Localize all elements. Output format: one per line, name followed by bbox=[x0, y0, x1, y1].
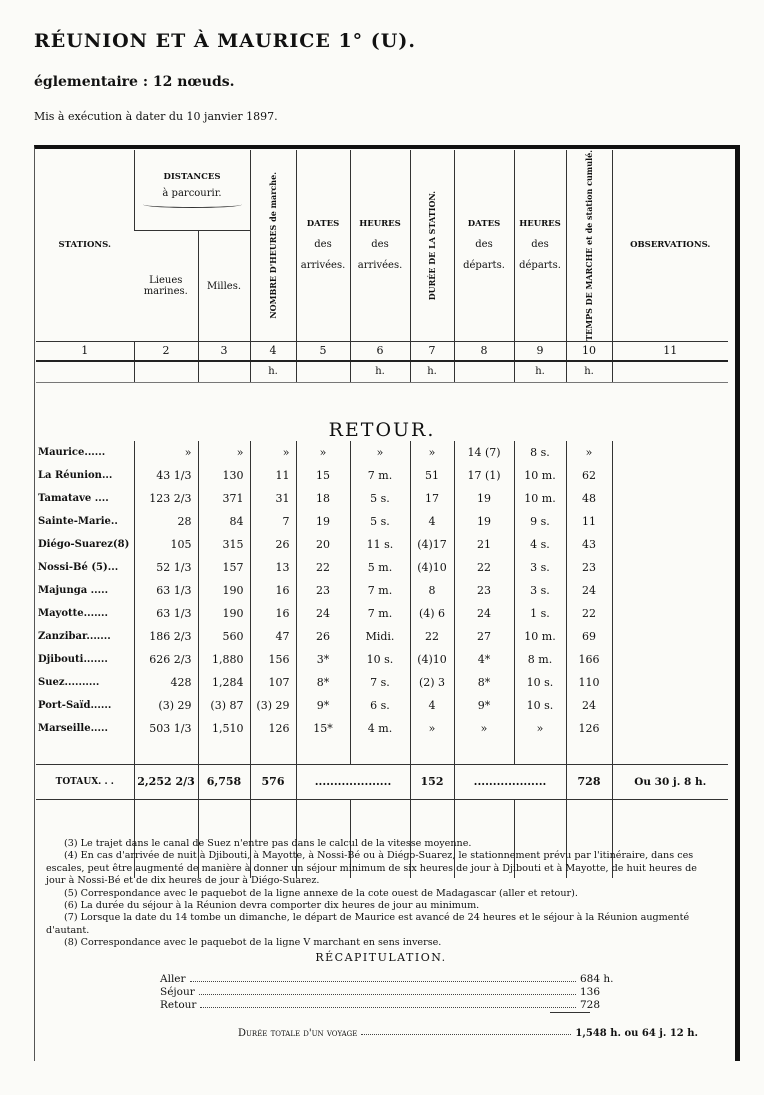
cell-observation bbox=[612, 510, 728, 533]
cell-lieues: 428 bbox=[134, 671, 198, 694]
cell-heure_arr: 10 s. bbox=[350, 648, 410, 671]
header-temps-marche: TEMPS DE MARCHE et de station cumulé. bbox=[566, 150, 612, 341]
table-row bbox=[36, 694, 728, 717]
cell-lieues: 52 1/3 bbox=[134, 556, 198, 579]
note-4: (4) En cas d'arrivée de nuit à Djibouti, à Mayotte, à Nossi-Bé ou à Diégo-Suarez, le stationnement prévu par l'itinéraire, dans ces escales, peut être augmenté de manière à donner un séjour minimum de six heures de jour à Djibouti et à Mayotte, de huit heures de jour à Nossi-Bé et de dix heures de jour à Diégo-Suarez. bbox=[46, 850, 697, 887]
cell-lieues: 43 1/3 bbox=[134, 464, 198, 487]
cell-heure_arr: 7 m. bbox=[350, 464, 410, 487]
cell-observation bbox=[612, 694, 728, 717]
cell-station: La Réunion... bbox=[38, 469, 113, 481]
cell-station: Nossi-Bé (5)... bbox=[38, 561, 119, 573]
header-milles: Milles. bbox=[198, 231, 250, 342]
note-7: (7) Lorsque la date du 14 tombe un dimanche, le départ de Maurice est avancé de 24 heures et le séjour à la Réunion augmenté d'autant. bbox=[46, 912, 690, 936]
cell-heure_arr: » bbox=[350, 441, 410, 464]
cell-lieues: 503 1/3 bbox=[134, 717, 198, 740]
page-title: RÉUNION ET À MAURICE 1° (U). bbox=[34, 30, 416, 52]
cell-lieues: (3) 29 bbox=[134, 694, 198, 717]
cell-heures: (3) 29 bbox=[250, 694, 296, 717]
cell-heure_dep: 9 s. bbox=[514, 510, 566, 533]
cell-station: Majunga ..... bbox=[38, 584, 109, 596]
units-row: h. h. h. h. h. bbox=[36, 361, 728, 383]
cell-date_dep: 19 bbox=[454, 510, 514, 533]
cell-date_arr: 19 bbox=[296, 510, 350, 533]
cell-heure_dep: 8 s. bbox=[514, 441, 566, 464]
cell-heure_dep: 3 s. bbox=[514, 579, 566, 602]
execution-date: Mis à exécution à dater du 10 janvier 1897. bbox=[34, 110, 278, 123]
cell-observation bbox=[612, 625, 728, 648]
cell-cumul: 110 bbox=[566, 671, 612, 694]
cell-lieues: 28 bbox=[134, 510, 198, 533]
cell-date_dep: 27 bbox=[454, 625, 514, 648]
table-row bbox=[36, 579, 728, 602]
cell-station: Zanzibar....... bbox=[38, 630, 111, 642]
cell-heure_arr: 5 s. bbox=[350, 487, 410, 510]
table-row bbox=[36, 487, 728, 510]
cell-cumul: 126 bbox=[566, 717, 612, 740]
cell-duree: (4) 6 bbox=[410, 602, 454, 625]
cell-observation bbox=[612, 487, 728, 510]
cell-cumul: 24 bbox=[566, 694, 612, 717]
cell-lieues: 186 2/3 bbox=[134, 625, 198, 648]
cell-date_arr: 26 bbox=[296, 625, 350, 648]
column-numbers: 1 2 3 4 5 6 7 8 9 10 11 bbox=[36, 341, 728, 361]
cell-date_arr: 15* bbox=[296, 717, 350, 740]
cell-date_dep: » bbox=[454, 717, 514, 740]
cell-cumul: 62 bbox=[566, 464, 612, 487]
header-observations: OBSERVATIONS. bbox=[612, 150, 728, 341]
cell-heure_dep: 10 s. bbox=[514, 671, 566, 694]
cell-date_arr: 22 bbox=[296, 556, 350, 579]
cell-observation bbox=[612, 441, 728, 464]
cell-observation bbox=[612, 579, 728, 602]
cell-date_arr: 24 bbox=[296, 602, 350, 625]
cell-duree: 17 bbox=[410, 487, 454, 510]
cell-date_arr: 18 bbox=[296, 487, 350, 510]
cell-milles: 190 bbox=[198, 602, 250, 625]
header-duree-station: DURÉE DE LA STATION. bbox=[410, 150, 454, 341]
cell-station: Marseille..... bbox=[38, 722, 108, 734]
cell-cumul: 48 bbox=[566, 487, 612, 510]
cell-milles: 315 bbox=[198, 533, 250, 556]
cell-lieues: » bbox=[134, 441, 198, 464]
cell-date_arr: 23 bbox=[296, 579, 350, 602]
header-distances: DISTANCES à parcourir. bbox=[134, 150, 250, 231]
cell-date_dep: 14 (7) bbox=[454, 441, 514, 464]
cell-observation bbox=[612, 533, 728, 556]
cell-milles: 371 bbox=[198, 487, 250, 510]
cell-heures: 126 bbox=[250, 717, 296, 740]
table-row bbox=[36, 441, 728, 464]
table-row bbox=[36, 717, 728, 740]
cell-date_dep: 24 bbox=[454, 602, 514, 625]
table-row bbox=[36, 464, 728, 487]
note-6: (6) La durée du séjour à la Réunion devra comporter dix heures de jour au minimum. bbox=[64, 900, 480, 912]
cell-duree: 51 bbox=[410, 464, 454, 487]
cell-milles: 190 bbox=[198, 579, 250, 602]
cell-date_dep: 9* bbox=[454, 694, 514, 717]
cell-station: Tamatave .... bbox=[38, 492, 109, 504]
note-3: (3) Le trajet dans le canal de Suez n'entre pas dans le calcul de la vitesse moyenne. bbox=[64, 838, 472, 849]
table-row bbox=[36, 602, 728, 625]
cell-date_arr: 8* bbox=[296, 671, 350, 694]
cell-station: Mayotte....... bbox=[38, 607, 108, 619]
cell-duree: » bbox=[410, 441, 454, 464]
cell-observation bbox=[612, 717, 728, 740]
note-5: (5) Correspondance avec le paquebot de la ligne annexe de la cote ouest de Madagascar (aller et retour). bbox=[64, 887, 578, 899]
cell-cumul: 11 bbox=[566, 510, 612, 533]
cell-heure_arr: 5 s. bbox=[350, 510, 410, 533]
cell-cumul: 24 bbox=[566, 579, 612, 602]
cell-heure_dep: 3 s. bbox=[514, 556, 566, 579]
recap-block bbox=[160, 973, 690, 1017]
cell-heure_arr: 7 m. bbox=[350, 579, 410, 602]
recap-aller: Aller 684 h. bbox=[160, 973, 614, 985]
cell-duree: 4 bbox=[410, 694, 454, 717]
cell-heures: 11 bbox=[250, 464, 296, 487]
cell-cumul: » bbox=[566, 441, 612, 464]
cell-observation bbox=[612, 464, 728, 487]
cell-station: Djibouti....... bbox=[38, 653, 108, 665]
cell-heures: 16 bbox=[250, 579, 296, 602]
cell-heures: 26 bbox=[250, 533, 296, 556]
cell-heures: 156 bbox=[250, 648, 296, 671]
cell-cumul: 69 bbox=[566, 625, 612, 648]
cell-date_arr: 15 bbox=[296, 464, 350, 487]
note-8: (8) Correspondance avec le paquebot de la ligne V marchant en sens inverse. bbox=[64, 937, 442, 949]
footnotes bbox=[46, 838, 716, 964]
recap-retour: Retour 728 bbox=[160, 999, 601, 1011]
cell-station: Sainte-Marie.. bbox=[38, 515, 118, 527]
cell-duree: (4)10 bbox=[410, 556, 454, 579]
cell-date_dep: 23 bbox=[454, 579, 514, 602]
cell-lieues: 63 1/3 bbox=[134, 602, 198, 625]
header-dates-departs: DATES des départs. bbox=[454, 150, 514, 341]
cell-duree: 22 bbox=[410, 625, 454, 648]
cell-duree: 8 bbox=[410, 579, 454, 602]
cell-heure_arr: 11 s. bbox=[350, 533, 410, 556]
totals-row: TOTAUX. . . 2,252 2/3 6,758 576 .................... 152 ................... 728 Ou 30 j. 8 h. bbox=[36, 764, 728, 799]
cell-cumul: 23 bbox=[566, 556, 612, 579]
header-stations: STATIONS. bbox=[58, 240, 111, 251]
header-heures-departs: HEURES des départs. bbox=[514, 150, 566, 341]
cell-milles: 560 bbox=[198, 625, 250, 648]
cell-heures: 7 bbox=[250, 510, 296, 533]
header-lieues: Lieues marines. bbox=[134, 231, 198, 342]
cell-heure_dep: 10 s. bbox=[514, 694, 566, 717]
cell-observation bbox=[612, 648, 728, 671]
cell-milles: (3) 87 bbox=[198, 694, 250, 717]
section-retour: RETOUR. bbox=[328, 418, 436, 441]
cell-date_dep: 4* bbox=[454, 648, 514, 671]
cell-cumul: 43 bbox=[566, 533, 612, 556]
cell-heure_dep: 8 m. bbox=[514, 648, 566, 671]
cell-duree: (4)17 bbox=[410, 533, 454, 556]
cell-station: Port-Saïd...... bbox=[38, 699, 112, 711]
cell-duree: 4 bbox=[410, 510, 454, 533]
cell-heure_dep: 1 s. bbox=[514, 602, 566, 625]
cell-date_dep: 19 bbox=[454, 487, 514, 510]
cell-date_arr: 9* bbox=[296, 694, 350, 717]
cell-duree: » bbox=[410, 717, 454, 740]
cell-date_arr: 3* bbox=[296, 648, 350, 671]
cell-lieues: 123 2/3 bbox=[134, 487, 198, 510]
cell-heure_dep: » bbox=[514, 717, 566, 740]
cell-lieues: 63 1/3 bbox=[134, 579, 198, 602]
cell-heures: 31 bbox=[250, 487, 296, 510]
header-heures-arrivees: HEURES des arrivées. bbox=[350, 150, 410, 341]
cell-date_dep: 17 (1) bbox=[454, 464, 514, 487]
cell-station: Maurice...... bbox=[38, 446, 106, 458]
table-row bbox=[36, 671, 728, 694]
cell-heure_arr: 4 m. bbox=[350, 717, 410, 740]
cell-heures: 13 bbox=[250, 556, 296, 579]
cell-date_dep: 21 bbox=[454, 533, 514, 556]
cell-cumul: 166 bbox=[566, 648, 612, 671]
recap-title: RÉCAPITULATION. bbox=[315, 950, 447, 964]
cell-station: Suez.......... bbox=[38, 676, 100, 688]
cell-heure_arr: Midi. bbox=[350, 625, 410, 648]
cell-heures: » bbox=[250, 441, 296, 464]
recap-sum-rule bbox=[550, 1012, 590, 1017]
cell-heures: 107 bbox=[250, 671, 296, 694]
table-row bbox=[36, 510, 728, 533]
cell-milles: 157 bbox=[198, 556, 250, 579]
cell-milles: 1,880 bbox=[198, 648, 250, 671]
cell-milles: 84 bbox=[198, 510, 250, 533]
cell-heure_arr: 7 m. bbox=[350, 602, 410, 625]
cell-date_arr: 20 bbox=[296, 533, 350, 556]
cell-observation bbox=[612, 671, 728, 694]
cell-duree: (2) 3 bbox=[410, 671, 454, 694]
cell-heure_arr: 7 s. bbox=[350, 671, 410, 694]
cell-heure_arr: 5 m. bbox=[350, 556, 410, 579]
total-duration: Durée totale d'un voyage 1,548 h. ou 64 j. 12 h. bbox=[238, 1028, 698, 1039]
cell-date_dep: 8* bbox=[454, 671, 514, 694]
cell-milles: » bbox=[198, 441, 250, 464]
cell-milles: 130 bbox=[198, 464, 250, 487]
cell-date_dep: 22 bbox=[454, 556, 514, 579]
cell-observation bbox=[612, 556, 728, 579]
table-row bbox=[36, 648, 728, 671]
cell-milles: 1,284 bbox=[198, 671, 250, 694]
cell-cumul: 22 bbox=[566, 602, 612, 625]
cell-heure_dep: 10 m. bbox=[514, 487, 566, 510]
speed-subtitle: églementaire : 12 nœuds. bbox=[34, 74, 235, 90]
table-row bbox=[36, 556, 728, 579]
header-dates-arrivees: DATES des arrivées. bbox=[296, 150, 350, 341]
cell-date_arr: » bbox=[296, 441, 350, 464]
cell-duree: (4)10 bbox=[410, 648, 454, 671]
cell-station: Diégo-Suarez(8) bbox=[38, 538, 130, 550]
timetable bbox=[36, 150, 728, 878]
table-row bbox=[36, 533, 728, 556]
cell-lieues: 626 2/3 bbox=[134, 648, 198, 671]
cell-heure_dep: 10 m. bbox=[514, 464, 566, 487]
cell-lieues: 105 bbox=[134, 533, 198, 556]
cell-heures: 16 bbox=[250, 602, 296, 625]
cell-heure_dep: 10 m. bbox=[514, 625, 566, 648]
cell-heure_arr: 6 s. bbox=[350, 694, 410, 717]
cell-heures: 47 bbox=[250, 625, 296, 648]
cell-observation bbox=[612, 602, 728, 625]
cell-heure_dep: 4 s. bbox=[514, 533, 566, 556]
recap-sejour: Séjour 136 bbox=[160, 986, 601, 998]
table-row bbox=[36, 625, 728, 648]
cell-milles: 1,510 bbox=[198, 717, 250, 740]
header-heures-marche: NOMBRE D'HEURES de marche. bbox=[250, 150, 296, 341]
